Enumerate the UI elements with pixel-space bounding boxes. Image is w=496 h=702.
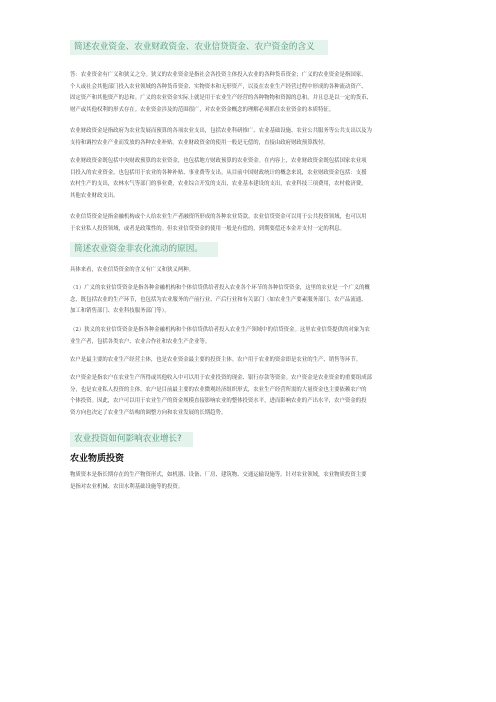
text-line: 加工和销售部门、农业科技服务部门等）。 — [70, 308, 170, 314]
paragraph-fiscal-funds — [70, 126, 430, 149]
text-line: 答：农业资金有广义和狭义之分。狭义的农业资金是指社会各投资主体投入农业的各种货币资金；广义的农业资金是指国家、 — [70, 72, 367, 78]
text-line: 个体投资。因此，农户可以用于农业生产的资金规模直接影响农业的整体投资水平，进而影响农业的产出水平，农户资金的投 — [70, 398, 367, 404]
text-line: 物质资本是指长期存在的生产物资形式，如机器、设备、厂房、建筑物、交通运输设施等。针对农业领域，农业物质投资主要 — [70, 472, 367, 478]
text-line: 农户是最主要的农业生产经营主体，也是农业资金最主要的投资主体。农户用于农业的资金即是农业的生产、销售等环节。 — [70, 357, 362, 363]
text-line: 念，既包括农业的生产环节，也包括为农业服务的产前行业、产后行业和有关部门（如农业生产要素服务部门、农产品流通、 — [70, 296, 367, 303]
section-heading-investment-growth: 农业投资如何影响农业增长? — [70, 432, 193, 447]
text-line: 固定资产和其他资产的总和。广义的农业资金实际上就是用于农业生产经营的各种物物和资源的总和，并且总是以一定的货币、 — [70, 95, 372, 101]
text-line: 农业信贷资金是指金融机构或个人给农业生产者融资所形成的各种农业贷款。农业信贷资金可以用于公共投资领域，也可以用 — [70, 214, 367, 220]
paragraph-fund-definition — [70, 70, 430, 116]
paragraph-physical-capital — [70, 470, 430, 493]
paragraph-credit-funds — [70, 212, 430, 235]
subheading-physical-investment: 农业物质投资 — [70, 454, 125, 464]
text-line: 其他农业财政支出。 — [70, 192, 119, 199]
text-line: 个人或社会其他部门投入农业领域的各种货币资金、实物资本和无形资产，以及在农业生产经营过程中形成的各种流动资产、 — [70, 83, 367, 90]
section-heading-nonagricultural-flow: 简述农业资金非农化流动的原因。 — [70, 242, 218, 257]
text-line: 农户资金是指农户在农业生产所得或其他收入中可以用于农业投资的现金、银行存款等资金。农户资金是农业资金的重要组成部 — [70, 375, 372, 381]
text-line: 是指对农业机械、农田水利基础设施等的投资。 — [70, 483, 184, 490]
paragraph-fiscal-scope — [70, 156, 430, 202]
text-line: 农业财政资金是指政府为农业发展而预算的各项农业支出，包括农业科研推广、农业基础设施、农业公共服务等公共支出以及为 — [70, 128, 372, 134]
text-line: 财产或其他权利的形式存在。农业资金涉及的范围很广，对农业资金概念的理解必须抓住农业资金的本质特征。 — [70, 106, 335, 113]
text-line: 农业财政资金既包括中央财政预算的农业资金，也包括地方财政预算的农业资金。在内容上，农业财政资金既包括国家农业项 — [70, 158, 367, 164]
section-heading-fund-definitions: 简述农业资金、农业财政资金、农业信贷资金、农户资金的含义 — [70, 40, 328, 55]
paragraph-credit-meaning — [70, 265, 430, 277]
text-line: 目投入的农业资金，也包括用于农业的各种补贴、事业费等支出。从目前中国财政统计的概念来说，农业财政资金包括：支援 — [70, 169, 367, 176]
paragraph-household-funds — [70, 373, 430, 419]
text-line: （1）广义的农业信贷资金是指各种金融机构和个体信贷供给者投入农业各个环节的各种信贷资金，这里的农业是一个广义的概 — [70, 285, 370, 291]
text-line: 资方向也决定了农业生产结构的调整方向和农业发展的长期趋势。 — [70, 409, 227, 416]
text-line: 支持和调控农业产业而发放的各种农业补贴。农业财政资金的使用一般是无偿的，直接由政府财政预算拨付。 — [70, 139, 329, 146]
text-line: 分，也是农业私人投资的主体。农户是目前最主要的农业微观经济组织形式，农业生产经营所需的大量资金也主要依赖农户的 — [70, 386, 367, 393]
text-line: 于农业私人投资领域，或者是政策性的。但农业信贷资金的使用一般是有偿的，到期要偿还本金并支付一定的利息。 — [70, 225, 345, 232]
text-line: 具体来看，农业信贷资金的含义有广义和狭义两种。 — [70, 267, 194, 273]
paragraph-broad-credit — [70, 283, 430, 318]
text-line: （2）狭义的农业信贷资金是指各种金融机构和个体信贷供给者投入农业生产领域中的信贷资金。这里农业信贷提供的对象为农 — [70, 327, 370, 333]
paragraph-farm-household — [70, 355, 430, 367]
text-line: 农村生产的支出，农林水气等部门的事业费，农业综合开发的支出，农业基本建设的支出，农业科技三项费用，农村救济费， — [70, 181, 367, 187]
paragraph-narrow-credit — [70, 325, 430, 348]
text-line: 业生产者，包括各类农户、农业合作社和农业生产企业等。 — [70, 338, 211, 345]
